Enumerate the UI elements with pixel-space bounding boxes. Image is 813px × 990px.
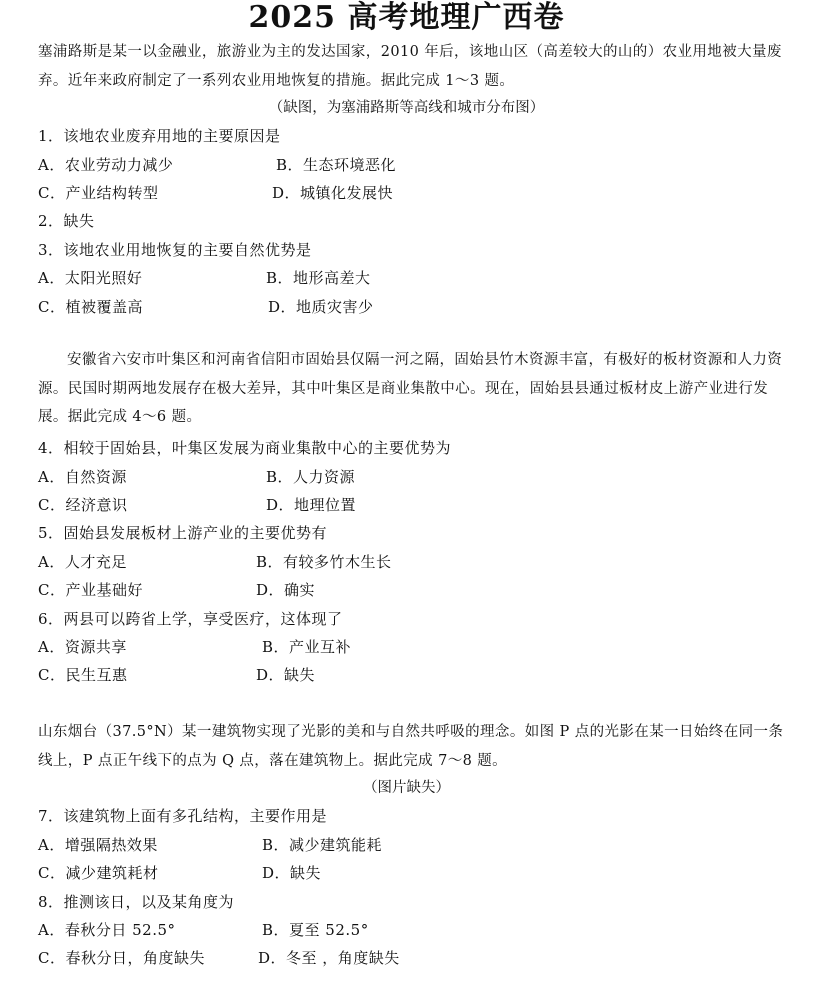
question-7-option-d: D．缺失: [262, 864, 322, 882]
section1-intro: 塞浦路斯是某一以金融业，旅游业为主的发达国家，2010 年后，该地山区（高差较大的山的）农业用地被大量废弃。近年来政府制定了一系列农业用地恢复的措施。据此完成 1～3 题。: [38, 44, 782, 89]
question-1-stem: 1．该地农业废弃用地的主要原因是: [38, 127, 281, 145]
question-7-option-c: C．减少建筑耗材: [38, 864, 159, 882]
question-4-option-d: D．地理位置: [266, 496, 357, 514]
section2-intro: 安徽省六安市叶集区和河南省信阳市固始县仅隔一河之隔，固始县竹木资源丰富，有极好的板材资源和人力资源。民国时期两地发展存在极大差异，其中叶集区是商业集散中心。现在，固始县县通过板材皮上游产业进行发展。据此完成 4～6 题。: [38, 352, 783, 425]
section1-figure-note: （缺图，为塞浦路斯等高线和城市分布图）: [268, 100, 545, 116]
question-4-stem: 4．相较于固始县，叶集区发展为商业集散中心的主要优势为: [38, 439, 452, 457]
section3-intro: 山东烟台（37.5°N）某一建筑物实现了光影的美和与自然共呼吸的理念。如图 P 点的光影在某一日始终在同一条线上，P 点正午线下的点为 Q 点，落在建筑物上。据此完成 7～8 题。: [38, 724, 784, 769]
question-8-option-b: B．夏至 52.5°: [262, 921, 369, 939]
question-4-option-b: B．人力资源: [266, 468, 356, 486]
question-8-option-c: C．春秋分日，角度缺失: [38, 949, 205, 967]
question-1-option-d: D．城镇化发展快: [272, 184, 394, 202]
question-6-stem: 6．两县可以跨省上学，享受医疗，这体现了: [38, 610, 343, 628]
question-6-option-b: B．产业互补: [262, 638, 352, 656]
question-1-option-a: A．农业劳动力减少: [38, 156, 174, 174]
question-7-stem: 7．该建筑物上面有多孔结构，主要作用是: [38, 807, 328, 825]
question-1-option-c: C．产业结构转型: [38, 184, 159, 202]
question-5-option-c: C．产业基础好: [38, 581, 143, 599]
question-5-option-b: B．有较多竹木生长: [256, 553, 392, 571]
section3-figure-note: （图片缺失）: [363, 780, 450, 796]
question-3-option-c: C．植被覆盖高: [38, 298, 143, 316]
question-5-stem: 5．固始县发展板材上游产业的主要优势有: [38, 524, 328, 542]
question-3-stem: 3．该地农业用地恢复的主要自然优势是: [38, 241, 312, 259]
question-3-option-a: A．太阳光照好: [38, 269, 143, 287]
question-1-option-b: B．生态环境恶化: [276, 156, 397, 174]
question-7-option-a: A．增强隔热效果: [38, 836, 158, 854]
question-4-option-a: A．自然资源: [38, 468, 127, 486]
page-title: 2025 高考地理广西卷: [248, 0, 565, 35]
question-6-option-c: C．民生互惠: [38, 666, 128, 684]
question-4-option-c: C．经济意识: [38, 496, 128, 514]
question-6-option-d: D．缺失: [256, 666, 316, 684]
question-8-option-d: D．冬至 ，角度缺失: [258, 949, 400, 967]
question-8-option-a: A．春秋分日 52.5°: [38, 921, 176, 939]
question-7-option-b: B．减少建筑能耗: [262, 836, 383, 854]
question-6-option-a: A．资源共享: [38, 638, 127, 656]
question-3-option-b: B．地形高差大: [266, 269, 371, 287]
question-5-option-a: A．人才充足: [38, 553, 127, 571]
question-5-option-d: D．确实: [256, 581, 316, 599]
question-2-stem: 2．缺失: [38, 212, 95, 230]
question-8-stem: 8．推测该日，以及某角度为: [38, 893, 235, 911]
question-3-option-d: D．地质灾害少: [268, 298, 374, 316]
